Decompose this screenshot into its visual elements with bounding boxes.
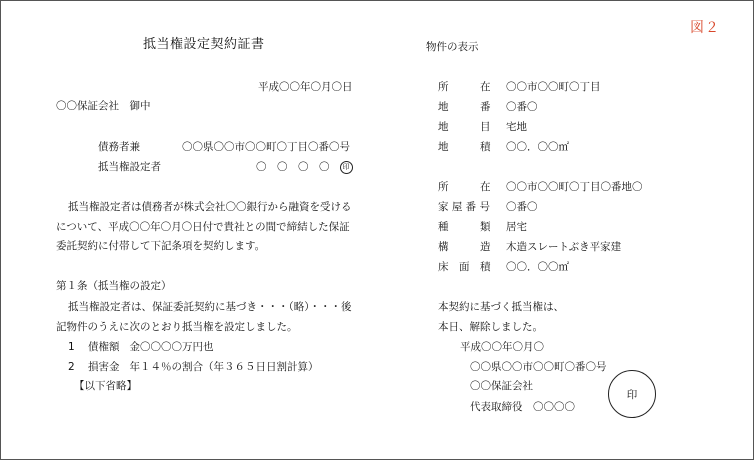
land-row: [438, 140, 569, 154]
debtor-label: 債務者兼: [98, 141, 140, 153]
building-row: [438, 260, 569, 274]
release-date: 平成〇〇年〇月〇: [460, 341, 544, 353]
debtor-address: 〇〇県〇〇市〇〇町〇丁目〇番〇号: [182, 141, 350, 153]
building-label: 家 屋 番 号: [438, 201, 491, 213]
term-label: 債権額: [88, 341, 120, 353]
land-label: 地 積: [438, 141, 491, 153]
release-address: 〇〇県〇〇市〇〇町〇番〇号: [470, 361, 607, 373]
omitted-note: 【以下省略】: [74, 380, 137, 392]
addressee: 〇〇保証会社 御中: [56, 100, 151, 112]
land-value: 〇〇市〇〇町〇丁目: [506, 81, 601, 93]
term-value: 金〇〇〇〇万円也: [129, 341, 214, 353]
mortgagor-name: [256, 160, 353, 174]
building-value: 木造スレートぶき平家建: [506, 241, 622, 253]
term-number: 1: [68, 341, 75, 353]
building-value: 〇〇．〇〇㎡: [506, 261, 569, 273]
release-line: 本日、解除しました。: [438, 321, 543, 333]
land-value: 〇〇．〇〇㎡: [506, 141, 569, 153]
figure-label: 図２: [690, 20, 720, 36]
building-label: 床 面 積: [438, 261, 491, 273]
contract-date: 平成〇〇年〇月〇日: [258, 81, 353, 93]
term-row: [68, 360, 319, 374]
land-label: 所 在: [438, 81, 491, 93]
contract-title: 抵当権設定契約証書: [143, 37, 265, 52]
release-line: 本契約に基づく抵当権は、: [438, 301, 564, 313]
building-label: 種 類: [438, 221, 491, 233]
term-row: [68, 340, 214, 354]
mortgagor-label: 抵当権設定者: [98, 161, 161, 173]
land-label: 地 目: [438, 121, 491, 133]
land-row: [438, 80, 601, 94]
building-row: [438, 200, 538, 214]
body-line: について、平成〇〇年〇月〇日付で貴社との間で締結した保証: [56, 221, 350, 233]
building-row: [438, 180, 643, 194]
building-row: [438, 220, 527, 234]
article-line: 記物件のうえに次のとおり抵当権を設定しました。: [56, 321, 298, 333]
term-value: 年１４％の割合（年３６５日日割計算）: [129, 361, 319, 373]
land-label: 地 番: [438, 101, 491, 113]
release-representative: 代表取締役 〇〇〇〇: [470, 401, 575, 413]
land-value: 〇番〇: [506, 101, 538, 113]
land-row: [438, 120, 527, 134]
building-value: 〇番〇: [506, 201, 538, 213]
mortgagor-name-text: 〇 〇 〇 〇: [256, 161, 330, 173]
company-seal-icon: 印: [608, 370, 656, 418]
property-heading: 物件の表示: [426, 41, 479, 53]
land-row: [438, 100, 538, 114]
building-value: 〇〇市〇〇町〇丁目〇番地〇: [506, 181, 643, 193]
body-line: 委託契約に付帯して下記条項を契約します。: [56, 240, 266, 252]
body-line: 抵当権設定者は債務者が株式会社〇〇銀行から融資を受ける: [68, 201, 352, 213]
building-label: 構 造: [438, 241, 491, 253]
article-heading: 第１条（抵当権の設定）: [56, 280, 172, 292]
seal-mark-icon: 印: [340, 161, 353, 174]
land-value: 宅地: [506, 121, 527, 133]
term-number: 2: [68, 361, 75, 373]
building-label: 所 在: [438, 181, 491, 193]
release-company: 〇〇保証会社: [470, 380, 533, 392]
building-row: [438, 240, 621, 254]
article-line: 抵当権設定者は、保証委託契約に基づき・・・（略）・・・後: [68, 301, 352, 313]
term-label: 損害金: [88, 361, 120, 373]
building-value: 居宅: [506, 221, 527, 233]
